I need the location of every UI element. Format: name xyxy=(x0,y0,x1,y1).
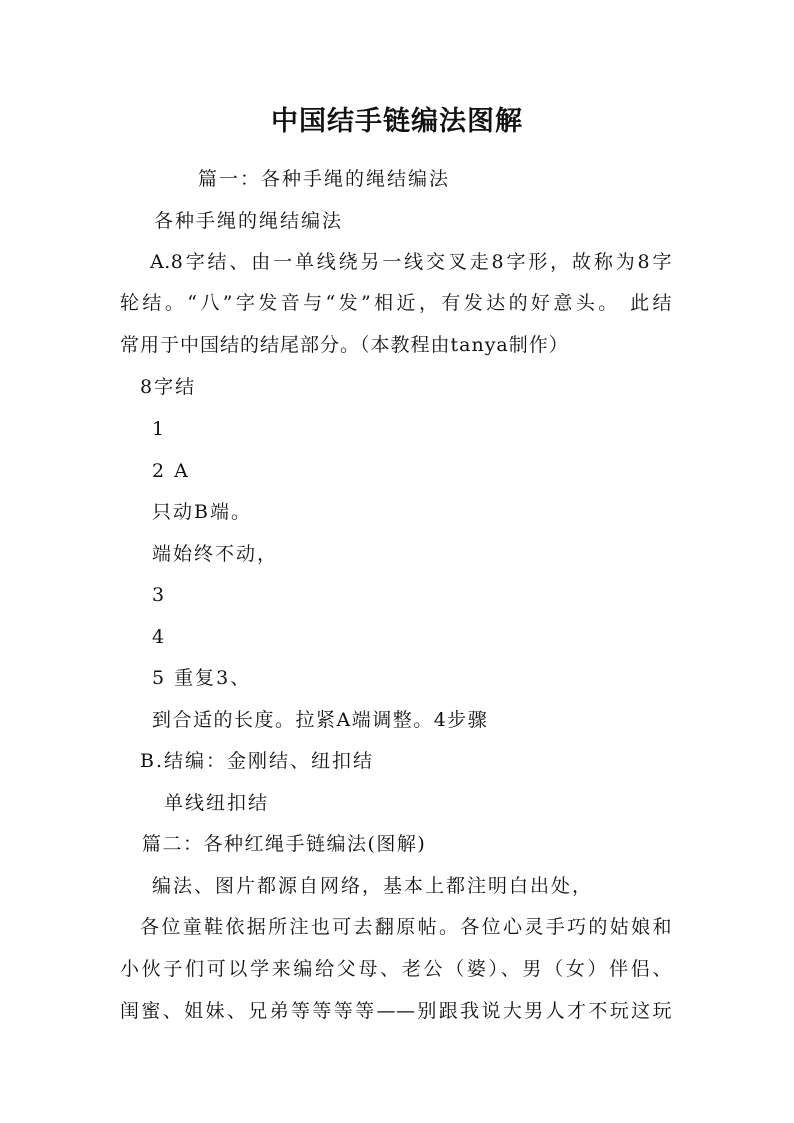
section-heading-2: 篇二：各种红绳手链编法(图解) xyxy=(142,833,427,855)
section-heading-1: 篇一：各种手绳的绳结编法 xyxy=(198,168,451,190)
paragraph-line: 各位童鞋依据所注也可去翻原帖。各位心灵手巧的姑娘和 xyxy=(140,916,672,938)
paragraph-line: 1 xyxy=(152,418,167,440)
paragraph-line: 到合适的长度。拉紧A端调整。4步骤 xyxy=(152,709,489,731)
paragraph-line: 轮结。“八”字发音与“发”相近，有发达的好意头。 此结 xyxy=(120,292,672,314)
paragraph-line: 编法、图片都源自网络，基本上都注明白出处， xyxy=(152,875,594,897)
paragraph-line: 单线纽扣结 xyxy=(164,792,270,814)
paragraph-line: 4 xyxy=(152,626,167,648)
paragraph-line: 只动B端。 xyxy=(152,501,252,523)
document-title: 中国结手链编法图解 xyxy=(271,106,523,137)
paragraph-line: 闺蜜、姐妹、兄弟等等等等——别跟我说大男人才不玩这玩 xyxy=(120,1000,672,1022)
paragraph-line: 3 xyxy=(152,584,167,606)
paragraph-line: 小伙子们可以学来编给父母、老公（婆）、男（女）伴侣、 xyxy=(120,958,672,980)
paragraph-line: B.结编：金刚结、纽扣结 xyxy=(140,750,375,772)
paragraph-line: 常用于中国结的结尾部分。（本教程由tanya制作） xyxy=(120,334,569,356)
paragraph-line: 各种手绳的绳结编法 xyxy=(154,210,344,232)
paragraph-line: 8字结 xyxy=(140,376,197,398)
paragraph-line: 5 重复3、 xyxy=(152,667,252,689)
paragraph-line: 2 A xyxy=(152,460,190,482)
paragraph-line: 端始终不动， xyxy=(152,543,279,565)
paragraph-line: A.8字结、由一单线绕另一线交叉走8字形，故称为8字 xyxy=(150,251,672,273)
